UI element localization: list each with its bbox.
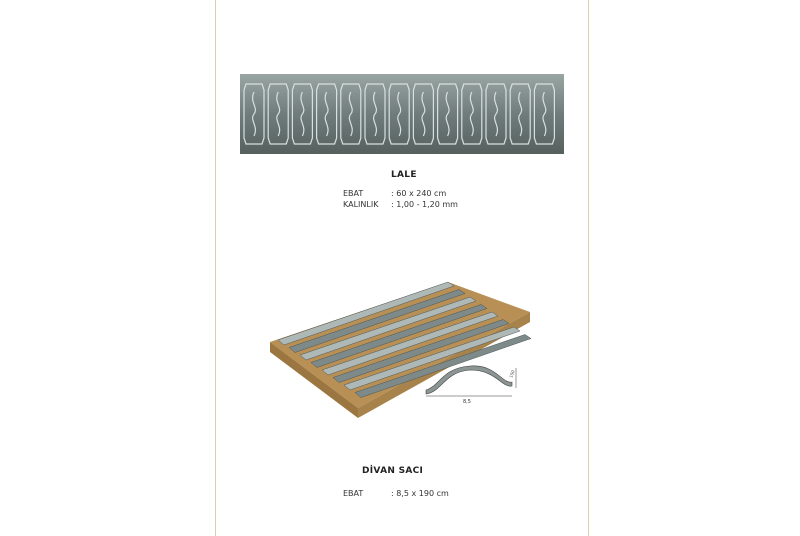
lale-spec-ebat-label: EBAT	[343, 189, 364, 198]
divan-title: DİVAN SACI	[362, 466, 424, 476]
profile-width-label: 8,5	[463, 399, 471, 405]
lale-title: LALE	[391, 170, 417, 180]
lale-spec-ebat-value: : 60 x 240 cm	[391, 189, 447, 198]
lale-spec-kalinlik-value: : 1,00 - 1,20 mm	[391, 200, 458, 209]
divan-profile-drawing	[420, 356, 520, 406]
profile-height-label: 150	[508, 369, 516, 379]
lale-spec-kalinlik-label: KALINLIK	[343, 200, 379, 209]
divan-spec-ebat-label: EBAT	[343, 489, 364, 498]
divan-spec-ebat-value: : 8,5 x 190 cm	[391, 489, 449, 498]
lale-panel-image	[240, 74, 564, 154]
